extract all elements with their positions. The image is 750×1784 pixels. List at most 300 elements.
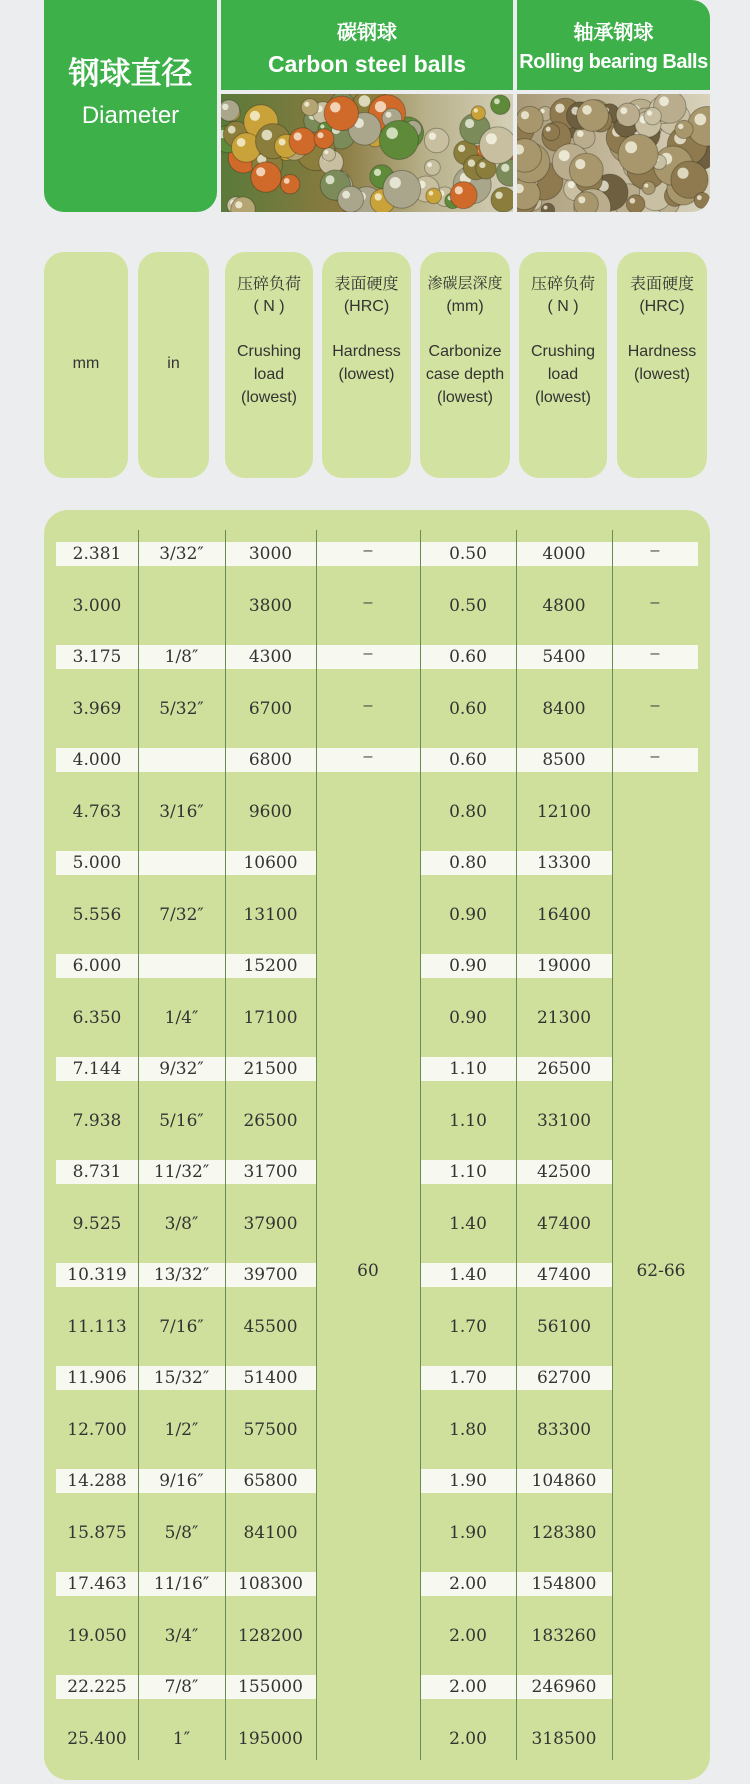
cell-carbonize: 2.00 <box>449 1626 487 1646</box>
cell-rb-crushing: 47400 <box>536 1214 592 1234</box>
steel-ball <box>471 106 485 120</box>
cell-cs-crushing: 84100 <box>243 1523 298 1543</box>
diameter-title-en: Diameter <box>81 102 180 129</box>
ball-highlight <box>521 111 529 119</box>
ball-highlight <box>429 191 434 196</box>
cell-rb-hardness <box>612 800 698 824</box>
ball-highlight <box>495 192 502 199</box>
cell-cs-hardness <box>316 1624 420 1648</box>
ball-highlight <box>647 111 652 116</box>
ball-highlight <box>486 133 497 144</box>
cell-carbonize: 0.90 <box>449 1008 487 1028</box>
cell-rb-hardness <box>612 1006 698 1030</box>
ball-highlight <box>644 184 648 188</box>
ball-highlight <box>318 132 324 138</box>
cell-carbonize: 0.90 <box>449 956 487 976</box>
cell-rb-crushing: 8500 <box>542 750 586 770</box>
cell-rb-hardness <box>612 1727 698 1751</box>
cell-cs-hardness <box>316 1315 420 1339</box>
cell-cs-crushing: 39700 <box>243 1265 298 1285</box>
cell-rb-hardness: – <box>650 594 660 611</box>
steel-ball <box>383 170 421 208</box>
ball-highlight <box>630 198 636 204</box>
cell-rb-hardness <box>612 1212 698 1236</box>
cell-carbonize: 1.40 <box>449 1265 487 1285</box>
cell-cs-hardness <box>316 1521 420 1545</box>
ball-highlight <box>386 112 392 118</box>
rb-crush-en: Crushing load (lowest) <box>530 343 596 406</box>
ball-highlight <box>375 193 382 200</box>
ball-highlight <box>304 102 309 107</box>
cell-cs-crushing: 45500 <box>243 1317 298 1337</box>
cell-cs-crushing: 108300 <box>238 1574 303 1594</box>
cell-in: 9/16″ <box>159 1471 204 1491</box>
cell-mm: 3.000 <box>72 596 122 616</box>
cell-cs-crushing: 21500 <box>243 1059 298 1079</box>
ball-highlight <box>575 159 585 169</box>
ball-highlight <box>250 111 260 121</box>
steel-ball <box>289 128 316 155</box>
cell-cs-crushing: 31700 <box>243 1162 298 1182</box>
cell-cs-hardness <box>316 1418 420 1442</box>
cell-mm: 11.113 <box>67 1317 127 1337</box>
cell-in <box>138 851 225 875</box>
cell-cs-hardness: – <box>363 542 373 559</box>
rb-hard-zh: 表面硬度 <box>629 274 694 293</box>
ball-highlight <box>222 104 228 110</box>
rb-hard-en: Hardness (lowest) <box>627 343 697 383</box>
cell-carbonize: 2.00 <box>449 1729 487 1749</box>
cell-rb-crushing: 4000 <box>542 544 586 564</box>
cell-rb-crushing: 83300 <box>536 1420 592 1440</box>
cell-mm: 8.731 <box>72 1162 122 1182</box>
cell-mm: 14.288 <box>67 1471 127 1491</box>
carb-en: Carbonize case depth (lowest) <box>425 343 505 406</box>
steel-ball <box>491 187 513 212</box>
cell-cs-crushing: 155000 <box>238 1677 303 1697</box>
cell-cs-crushing: 128200 <box>238 1626 303 1646</box>
steel-ball <box>574 192 598 212</box>
ball-highlight <box>326 175 335 184</box>
cell-cs-crushing: 6700 <box>248 699 293 719</box>
cell-rb-crushing: 26500 <box>536 1059 592 1079</box>
cell-in: 3/4″ <box>164 1626 199 1646</box>
cell-rb-crushing: 56100 <box>536 1317 592 1337</box>
ball-highlight <box>577 130 584 137</box>
ball-highlight <box>284 178 290 184</box>
cell-in: 11/32″ <box>153 1162 210 1182</box>
cell-rb-crushing: 5400 <box>542 647 586 667</box>
ball-highlight <box>468 159 475 166</box>
cell-cs-crushing: 15200 <box>243 956 298 976</box>
ball-highlight <box>359 95 371 107</box>
cell-carbonize: 1.10 <box>449 1111 487 1131</box>
cell-mm: 17.463 <box>67 1574 127 1594</box>
steel-ball <box>626 195 645 212</box>
ball-highlight <box>455 186 463 194</box>
cell-carbonize: 1.90 <box>449 1471 487 1491</box>
cell-cs-hardness <box>316 1366 420 1390</box>
cell-cs-crushing: 195000 <box>238 1729 303 1749</box>
cell-rb-crushing: 4800 <box>542 596 586 616</box>
carb-unit: (mm) <box>446 298 484 315</box>
ball-highlight <box>429 133 436 140</box>
rb-crush-unit: ( N ) <box>547 298 579 315</box>
steel-ball <box>541 203 554 212</box>
cell-rb-hardness: – <box>650 697 660 714</box>
cell-rb-crushing: 154800 <box>531 1574 597 1594</box>
cell-rb-crushing: 47400 <box>536 1265 592 1285</box>
cell-carbonize: 0.50 <box>449 596 487 616</box>
cell-cs-hardness <box>316 800 420 824</box>
ball-highlight <box>546 127 551 132</box>
ball-highlight <box>677 168 688 179</box>
steel-ball <box>338 186 364 212</box>
col-in-label: in <box>167 355 180 372</box>
cell-cs-hardness <box>316 1675 420 1699</box>
cell-in: 7/16″ <box>159 1317 204 1337</box>
cell-in: 1/8″ <box>164 647 199 667</box>
col-header-in <box>138 252 209 478</box>
ball-highlight <box>330 102 340 112</box>
cell-rb-hardness <box>612 903 698 927</box>
cell-in <box>138 954 225 978</box>
cell-cs-crushing: 9600 <box>248 802 293 822</box>
ball-highlight <box>256 167 265 176</box>
steel-ball <box>425 160 441 176</box>
carbon-steel-balls-photo <box>221 94 513 212</box>
ball-highlight <box>559 150 570 161</box>
rb-hardness-merged: 62-66 <box>636 1261 686 1281</box>
cell-rb-hardness: – <box>650 645 660 662</box>
ball-highlight <box>320 124 324 128</box>
cell-carbonize: 0.50 <box>449 544 487 564</box>
ball-highlight <box>582 105 592 115</box>
ball-highlight <box>578 196 585 203</box>
cell-in <box>138 594 225 618</box>
ball-highlight <box>697 195 702 200</box>
cell-in: 1″ <box>172 1729 191 1749</box>
cs-hard-en: Hardness (lowest) <box>332 343 401 383</box>
cell-cs-crushing: 65800 <box>243 1471 298 1491</box>
cs-crush-unit: ( N ) <box>253 298 285 315</box>
cell-mm: 4.000 <box>72 750 122 770</box>
cs-hardness-merged: 60 <box>357 1261 379 1281</box>
ball-highlight <box>294 132 302 140</box>
cell-rb-crushing: 19000 <box>536 956 592 976</box>
cell-rb-hardness <box>612 1160 698 1184</box>
cell-in: 3/32″ <box>159 544 204 564</box>
cell-rb-crushing: 8400 <box>542 699 586 719</box>
steel-ball <box>424 128 449 153</box>
cell-rb-hardness <box>612 1418 698 1442</box>
rb-crush-zh: 压碎负荷 <box>530 274 595 293</box>
cell-rb-crushing: 128380 <box>531 1523 597 1543</box>
col-header-cs-crushing <box>225 252 313 478</box>
steel-ball <box>644 108 661 125</box>
cell-cs-crushing: 51400 <box>243 1368 298 1388</box>
cell-rb-crushing: 21300 <box>536 1008 592 1028</box>
column-divider <box>225 530 226 1760</box>
steel-ball <box>543 124 560 141</box>
steel-ball <box>675 120 693 138</box>
ball-highlight <box>501 164 509 172</box>
cell-cs-hardness: – <box>363 748 373 765</box>
cell-rb-hardness: – <box>650 542 660 559</box>
cell-carbonize: 1.80 <box>449 1420 487 1440</box>
cell-carbonize: 0.60 <box>449 750 487 770</box>
cell-cs-crushing: 13100 <box>243 905 298 925</box>
cell-carbonize: 0.80 <box>449 853 487 873</box>
steel-ball <box>450 182 477 209</box>
cell-rb-hardness: – <box>650 748 660 765</box>
cell-carbonize: 0.60 <box>449 647 487 667</box>
rb-hard-unit: (HRC) <box>639 298 685 315</box>
cell-cs-hardness <box>316 1212 420 1236</box>
cell-rb-hardness <box>612 1624 698 1648</box>
ball-highlight <box>386 127 398 139</box>
col-mm-label: mm <box>72 355 100 372</box>
carbon-title-en: Carbon steel balls <box>267 51 467 77</box>
steel-ball <box>577 100 609 132</box>
cell-cs-hardness <box>316 1057 420 1081</box>
col-header-cs-hardness <box>322 252 411 478</box>
steel-ball <box>221 100 240 121</box>
ball-highlight <box>479 162 485 168</box>
steel-ball <box>322 148 335 161</box>
cell-cs-crushing: 26500 <box>243 1111 298 1131</box>
cell-rb-crushing: 246960 <box>531 1677 597 1697</box>
rolling-title-zh: 轴承钢球 <box>573 20 654 44</box>
ball-highlight <box>458 145 465 152</box>
diameter-title-zh: 钢球直径 <box>68 56 193 92</box>
ball-highlight <box>262 130 273 141</box>
cell-in: 7/8″ <box>164 1677 199 1697</box>
bearing-balls-image <box>517 94 710 212</box>
ball-highlight <box>494 98 500 104</box>
cell-rb-crushing: 13300 <box>536 853 592 873</box>
cell-rb-hardness <box>612 1315 698 1339</box>
ball-highlight <box>620 107 627 114</box>
cell-cs-hardness: – <box>363 645 373 662</box>
cell-rb-hardness <box>612 1521 698 1545</box>
cell-in: 5/32″ <box>159 699 204 719</box>
cell-carbonize: 1.70 <box>449 1368 487 1388</box>
steel-ball <box>379 121 418 160</box>
steel-ball <box>314 129 334 149</box>
cell-in: 5/16″ <box>159 1111 204 1131</box>
steel-ball <box>616 103 639 126</box>
steel-ball <box>324 96 358 130</box>
cell-carbonize: 0.60 <box>449 699 487 719</box>
cell-carbonize: 1.40 <box>449 1214 487 1234</box>
cs-crush-zh: 压碎负荷 <box>236 274 301 293</box>
ball-highlight <box>474 108 478 112</box>
rolling-bearing-balls-photo <box>517 94 710 212</box>
cell-in <box>138 748 225 772</box>
cell-in: 11/16″ <box>153 1574 210 1594</box>
ball-highlight <box>279 139 286 146</box>
cell-mm: 12.700 <box>67 1420 127 1440</box>
steel-balls-image <box>221 94 513 212</box>
cell-mm: 7.144 <box>72 1059 122 1079</box>
cell-mm: 19.050 <box>67 1626 127 1646</box>
cell-mm: 9.525 <box>72 1214 122 1234</box>
cell-rb-hardness <box>612 1675 698 1699</box>
ball-highlight <box>228 126 236 134</box>
cell-cs-crushing: 3800 <box>248 596 293 616</box>
column-divider <box>612 530 613 1760</box>
cell-in: 13/32″ <box>153 1265 210 1285</box>
cell-mm: 3.969 <box>72 699 122 719</box>
cell-cs-hardness: – <box>363 594 373 611</box>
cell-in: 9/32″ <box>159 1059 204 1079</box>
rolling-title-en: Rolling bearing Balls <box>519 51 708 73</box>
ball-highlight <box>544 206 548 210</box>
cell-carbonize: 1.10 <box>449 1059 487 1079</box>
rolling-bearing-header <box>517 0 710 90</box>
cell-rb-crushing: 12100 <box>536 802 592 822</box>
col-header-carbonize <box>420 252 510 478</box>
cell-in: 1/4″ <box>164 1008 199 1028</box>
ball-highlight <box>659 96 669 106</box>
steel-ball <box>642 181 655 194</box>
cell-cs-crushing: 10600 <box>243 853 298 873</box>
steel-ball <box>426 188 442 204</box>
cell-in: 7/32″ <box>159 905 204 925</box>
ball-highlight <box>374 169 381 176</box>
cell-rb-hardness <box>612 1109 698 1133</box>
steel-ball <box>251 162 281 192</box>
cell-rb-crushing: 33100 <box>536 1111 592 1131</box>
cell-mm: 15.875 <box>67 1523 127 1543</box>
steel-ball <box>618 134 658 174</box>
col-header-rb-crushing <box>519 252 607 478</box>
ball-highlight <box>678 124 683 129</box>
cell-mm: 6.000 <box>72 956 122 976</box>
cell-cs-hardness <box>316 903 420 927</box>
cell-cs-crushing: 3000 <box>248 544 293 564</box>
cell-cs-hardness <box>316 1109 420 1133</box>
cell-mm: 5.556 <box>72 905 122 925</box>
cell-rb-crushing: 183260 <box>531 1626 597 1646</box>
cell-cs-hardness <box>316 1006 420 1030</box>
ball-highlight <box>342 191 350 199</box>
steel-ball <box>301 99 318 116</box>
col-header-mm <box>44 252 128 478</box>
cell-cs-hardness <box>316 1572 420 1596</box>
cell-in: 5/8″ <box>164 1523 199 1543</box>
column-divider <box>420 530 421 1760</box>
cs-hard-zh: 表面硬度 <box>334 274 399 293</box>
carb-zh: 渗碳层深度 <box>427 274 503 292</box>
cell-mm: 25.400 <box>67 1729 127 1749</box>
cell-rb-hardness <box>612 1572 698 1596</box>
cs-crush-en: Crushing load (lowest) <box>236 343 302 406</box>
ball-highlight <box>375 101 386 112</box>
steel-ball <box>479 127 513 164</box>
col-header-rb-hardness <box>617 252 707 478</box>
cs-hard-unit: (HRC) <box>343 298 390 315</box>
cell-carbonize: 1.90 <box>449 1523 487 1543</box>
cell-mm: 5.000 <box>72 853 122 873</box>
diameter-header <box>44 0 217 212</box>
column-divider <box>316 530 317 1760</box>
ball-highlight <box>555 104 564 113</box>
cell-cs-hardness: – <box>363 697 373 714</box>
carbon-title-zh: 碳钢球 <box>337 20 397 44</box>
cell-rb-hardness <box>612 954 698 978</box>
cell-mm: 10.319 <box>67 1265 127 1285</box>
steel-ball <box>694 193 710 209</box>
cell-cs-hardness <box>316 851 420 875</box>
steel-ball <box>491 95 510 114</box>
ball-highlight <box>427 162 432 167</box>
ball-highlight <box>694 114 706 126</box>
cell-mm: 7.938 <box>72 1111 122 1131</box>
cell-in: 1/2″ <box>164 1420 199 1440</box>
column-divider <box>138 530 139 1760</box>
steel-ball <box>517 106 543 133</box>
cell-carbonize: 0.80 <box>449 802 487 822</box>
cell-carbonize: 1.70 <box>449 1317 487 1337</box>
cell-carbonize: 2.00 <box>449 1677 487 1697</box>
ball-highlight <box>237 138 246 147</box>
cell-cs-crushing: 57500 <box>243 1420 298 1440</box>
cell-cs-hardness <box>316 954 420 978</box>
cell-mm: 2.381 <box>72 544 122 564</box>
cell-rb-crushing: 104860 <box>531 1471 597 1491</box>
cell-mm: 6.350 <box>72 1008 122 1028</box>
cell-carbonize: 1.10 <box>449 1162 487 1182</box>
cell-rb-crushing: 16400 <box>536 905 592 925</box>
cell-cs-crushing: 37900 <box>243 1214 298 1234</box>
ball-highlight <box>465 119 474 128</box>
cell-in: 3/8″ <box>164 1214 199 1234</box>
cell-in: 3/16″ <box>159 802 204 822</box>
cell-mm: 3.175 <box>72 647 122 667</box>
cell-cs-hardness <box>316 1160 420 1184</box>
cell-carbonize: 2.00 <box>449 1574 487 1594</box>
cell-mm: 22.225 <box>67 1677 127 1697</box>
cell-mm: 11.906 <box>67 1368 127 1388</box>
cell-rb-hardness <box>612 851 698 875</box>
cell-rb-crushing: 62700 <box>536 1368 592 1388</box>
cell-cs-crushing: 4300 <box>248 647 293 667</box>
steel-ball <box>569 153 603 187</box>
cell-rb-crushing: 42500 <box>536 1162 592 1182</box>
ball-highlight <box>625 141 637 153</box>
cell-carbonize: 0.90 <box>449 905 487 925</box>
ball-highlight <box>390 177 401 188</box>
carbon-steel-header <box>221 0 513 90</box>
column-divider <box>516 530 517 1760</box>
cell-rb-crushing: 318500 <box>531 1729 597 1749</box>
ball-highlight <box>324 150 328 154</box>
cell-mm: 4.763 <box>72 802 122 822</box>
ball-highlight <box>235 201 242 208</box>
ball-highlight <box>568 181 575 188</box>
cell-cs-crushing: 17100 <box>243 1008 298 1028</box>
cell-cs-hardness <box>316 1727 420 1751</box>
cell-rb-hardness <box>612 1057 698 1081</box>
cell-rb-hardness <box>612 1366 698 1390</box>
cell-in: 15/32″ <box>153 1368 210 1388</box>
cell-cs-hardness <box>316 1469 420 1493</box>
steel-ball <box>280 175 299 194</box>
cell-rb-hardness <box>612 1469 698 1493</box>
cell-cs-crushing: 6800 <box>248 750 293 770</box>
